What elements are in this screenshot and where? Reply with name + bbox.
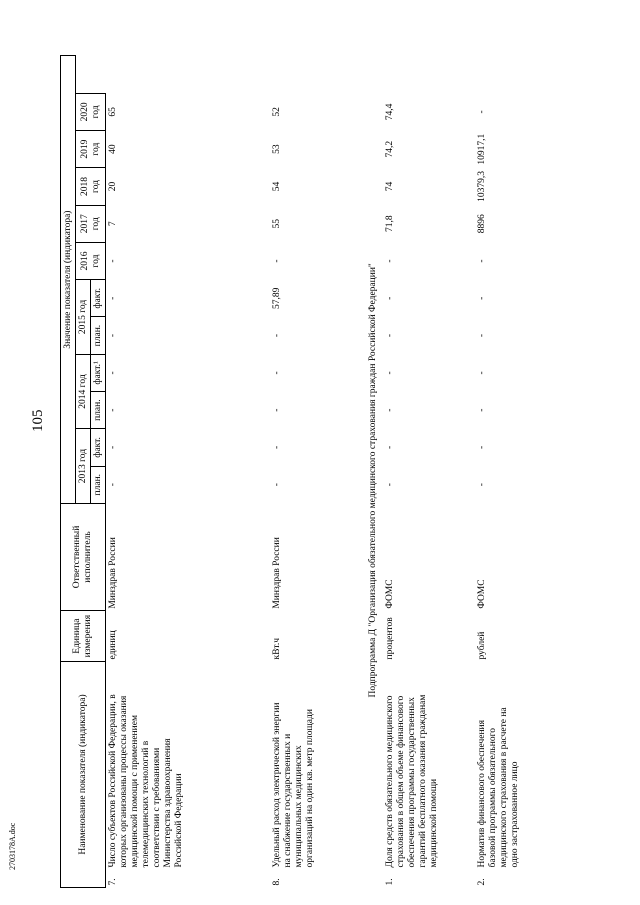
value-cell: - bbox=[272, 371, 282, 375]
header-2017: 2017 год bbox=[76, 205, 106, 242]
value-cell: - bbox=[272, 445, 282, 450]
value-cell: 7 bbox=[108, 221, 118, 227]
indicator-name-cell bbox=[106, 662, 271, 888]
value-cell: - bbox=[108, 334, 118, 338]
header-values-group: Значение показателя (индикатора) bbox=[61, 56, 76, 503]
rotated-table-container bbox=[60, 18, 630, 888]
value-cell: 74,4 bbox=[384, 103, 395, 121]
header-executor: Ответственный исполнитель bbox=[61, 503, 106, 610]
subprogram-row bbox=[362, 19, 383, 888]
indicators-table bbox=[60, 18, 579, 888]
header-2015: 2015 год bbox=[76, 280, 91, 355]
header-2016: 2016 год bbox=[76, 242, 106, 279]
row-number: 2. bbox=[476, 878, 487, 886]
value-cell: - bbox=[384, 408, 395, 412]
header-unit: Единица измерения bbox=[61, 611, 106, 662]
value-cell: - bbox=[476, 334, 487, 338]
executor-cell: Минздрав России bbox=[272, 537, 282, 609]
subprogram-title: Подпрограмма Д "Организация обязательного медицинского страхования граждан Российской Федерации" bbox=[368, 263, 378, 698]
value-cell: - bbox=[384, 296, 395, 300]
table-header bbox=[61, 19, 106, 888]
header-2013-fact: факт. bbox=[91, 429, 106, 466]
unit-cell: кВт.ч bbox=[272, 637, 282, 660]
table-row bbox=[383, 19, 475, 888]
value-cell: 57,89 bbox=[272, 287, 282, 309]
document-code: 2703178A.doc bbox=[8, 822, 17, 870]
value-cell: - bbox=[108, 371, 118, 375]
value-cell: - bbox=[108, 259, 118, 263]
value-cell: - bbox=[476, 408, 487, 412]
value-cell: - bbox=[384, 483, 395, 487]
value-cell: 65 bbox=[108, 107, 118, 117]
value-cell: - bbox=[476, 259, 487, 263]
value-cell: - bbox=[272, 483, 282, 487]
value-cell: 10917,1 bbox=[476, 133, 487, 165]
value-cell: - bbox=[476, 371, 487, 375]
value-cell: - bbox=[108, 445, 118, 450]
value-cell: - bbox=[108, 483, 118, 487]
value-cell: 52 bbox=[272, 107, 282, 117]
value-cell: - bbox=[108, 296, 118, 300]
indicator-name-cell bbox=[270, 662, 362, 888]
indicator-name: Норматив финансового обеспечения базовой программы обязательного медицинского страхования в расчете на одно застрахованное лицо bbox=[476, 707, 520, 868]
value-cell: 71,8 bbox=[384, 215, 395, 233]
value-cell: 10379,3 bbox=[476, 171, 487, 202]
row-number: 7. bbox=[108, 878, 118, 886]
value-cell: 8896 bbox=[476, 214, 487, 234]
value-cell: - bbox=[272, 408, 282, 412]
unit-cell: рублей bbox=[476, 631, 487, 660]
value-cell: 74 bbox=[384, 181, 395, 192]
executor-cell: ФОМС bbox=[384, 579, 395, 609]
header-2014: 2014 год bbox=[76, 354, 91, 429]
value-cell: 40 bbox=[108, 144, 118, 154]
value-cell: 20 bbox=[108, 181, 118, 192]
header-2020: 2020 год bbox=[76, 93, 106, 130]
value-cell: - bbox=[384, 445, 395, 450]
value-cell: - bbox=[108, 408, 118, 412]
header-2015-plan: план. bbox=[91, 317, 106, 354]
value-cell: - bbox=[476, 296, 487, 300]
value-cell: - bbox=[384, 334, 395, 338]
value-cell: - bbox=[476, 483, 487, 487]
table-row bbox=[270, 19, 362, 888]
value-cell: - bbox=[272, 334, 282, 338]
unit-cell: единиц bbox=[108, 630, 118, 660]
value-cell: 53 bbox=[272, 144, 282, 154]
indicator-name: Удельный расход электрической энергии на снабжение государственных и муниципальных медицинских организаций на один кв. метр площади bbox=[272, 702, 315, 868]
header-2019: 2019 год bbox=[76, 131, 106, 168]
value-cell: - bbox=[476, 110, 487, 114]
indicator-name: Число субъектов Российской Федерации, в которых организованы процессы оказания медицинской помощи с применением телемедицинских технологий в соответствии с требованиями Министерства здравоохранения Российской Федерации bbox=[108, 694, 184, 868]
header-2013: 2013 год bbox=[76, 429, 91, 504]
page-number: 105 bbox=[30, 409, 46, 432]
value-cell: - bbox=[272, 259, 282, 263]
executor-cell: ФОМС bbox=[476, 579, 487, 609]
indicator-name-cell bbox=[475, 662, 579, 888]
header-2015-fact: факт. bbox=[91, 280, 106, 317]
value-cell: - bbox=[384, 371, 395, 375]
value-cell: 55 bbox=[272, 218, 282, 229]
row-number: 1. bbox=[384, 878, 395, 886]
executor-cell: Минздрав России bbox=[108, 537, 118, 609]
row-number: 8. bbox=[272, 878, 282, 886]
value-cell: - bbox=[384, 259, 395, 263]
header-2014-plan: план. bbox=[91, 392, 106, 429]
value-cell: 74,2 bbox=[384, 140, 395, 158]
unit-cell: процентов bbox=[384, 617, 395, 660]
header-2013-plan: план. bbox=[91, 466, 106, 503]
indicator-name-cell bbox=[383, 662, 475, 888]
table-row bbox=[106, 19, 271, 888]
header-name: Наименование показателя (индикатора) bbox=[61, 662, 106, 888]
indicator-name: Доля средств обязательного медицинского страхования в общем объеме финансового обеспечения программы государственных гарантий бесплатного оказания гражданам медицинской помощи bbox=[384, 694, 439, 868]
table-row bbox=[475, 19, 579, 888]
value-cell: - bbox=[476, 445, 487, 450]
header-2014-fact: факт.¹ bbox=[91, 354, 106, 391]
value-cell: 54 bbox=[272, 181, 282, 192]
header-2018: 2018 год bbox=[76, 168, 106, 205]
